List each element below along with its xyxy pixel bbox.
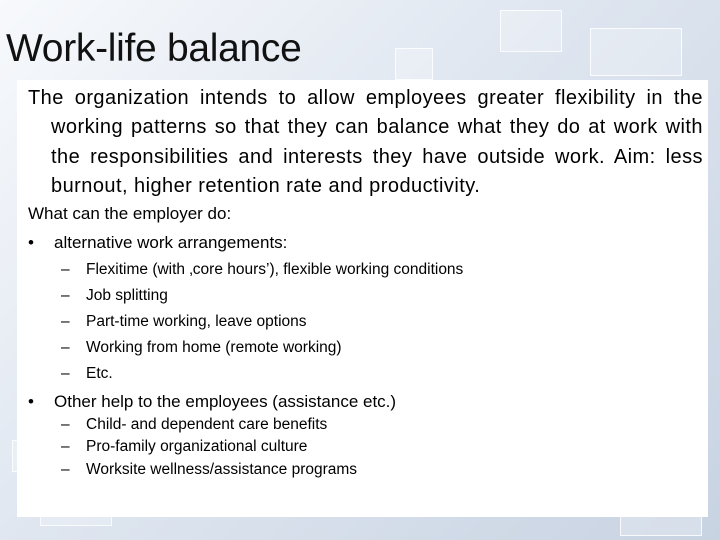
dash-symbol: –	[61, 287, 70, 304]
bullet-text: alternative work arrangements:	[54, 233, 288, 252]
sub-item	[61, 287, 168, 305]
dash-symbol: –	[61, 416, 70, 433]
sub-item	[61, 416, 327, 434]
sub-item	[61, 339, 342, 357]
dash-symbol: –	[61, 461, 70, 478]
dash-symbol: –	[61, 313, 70, 330]
sub-item-text: Child- and dependent care benefits	[86, 416, 328, 433]
dash-symbol: –	[61, 339, 70, 356]
sub-item	[61, 461, 357, 479]
sub-item	[61, 261, 463, 279]
bullet-item	[28, 233, 287, 253]
sub-item-text: Etc.	[86, 365, 113, 382]
intro-paragraph: The organization intends to allow employees greater flexibility in the working patterns so that they can balance what they do at work with the responsibilities and interests they have outside work. Aim: less burnout, higher retention rate and productivity.	[28, 87, 703, 198]
sub-item	[61, 365, 113, 383]
background-decoration	[395, 48, 433, 80]
sub-item-text: Job splitting	[86, 287, 168, 304]
content-panel	[17, 80, 708, 517]
background-decoration	[590, 28, 682, 76]
sub-item-text: Flexitime (with ‚core hours’), flexible working conditions	[86, 261, 464, 278]
dash-symbol: –	[61, 438, 70, 455]
slide-title: Work-life balance	[6, 27, 302, 70]
sub-item-text: Working from home (remote working)	[86, 339, 342, 356]
dash-symbol: –	[61, 261, 70, 278]
bullet-text: Other help to the employees (assistance etc.)	[54, 392, 397, 411]
bullet-symbol: •	[28, 233, 34, 252]
sub-item	[61, 438, 307, 456]
background-decoration	[500, 10, 562, 52]
sub-item	[61, 313, 307, 331]
subheading: What can the employer do:	[28, 204, 232, 223]
dash-symbol: –	[61, 365, 70, 382]
bullet-item	[28, 392, 396, 412]
sub-item-text: Part-time working, leave options	[86, 313, 307, 330]
sub-item-text: Pro-family organizational culture	[86, 438, 308, 455]
bullet-symbol: •	[28, 392, 34, 411]
sub-item-text: Worksite wellness/assistance programs	[86, 461, 358, 478]
